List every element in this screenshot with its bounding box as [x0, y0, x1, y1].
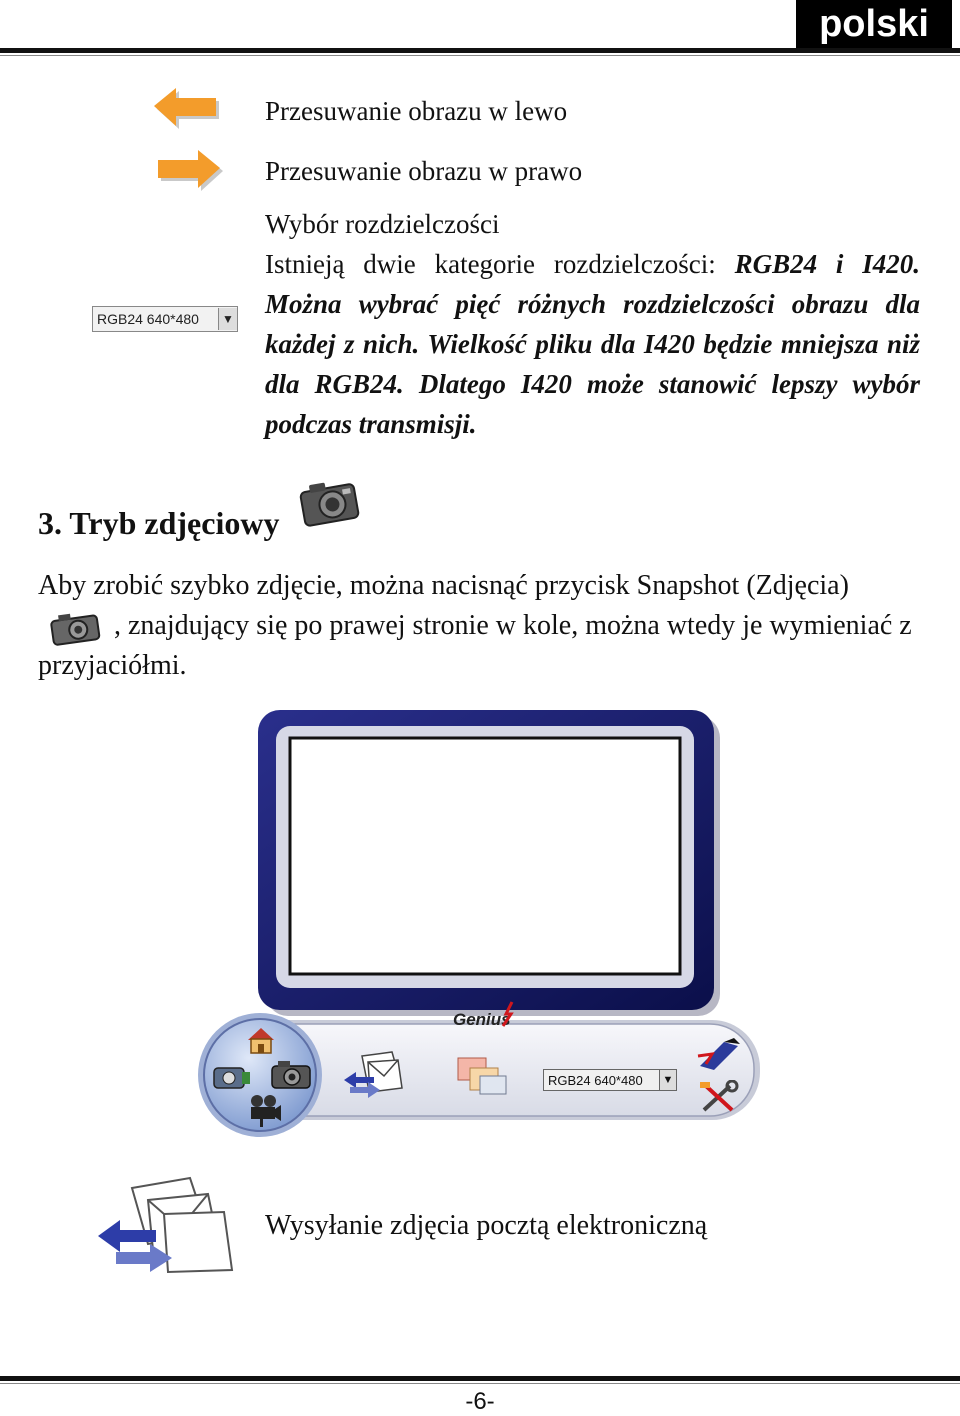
resolution-title: Wybór rozdzielczości	[265, 209, 500, 239]
settings-tools-icon[interactable]	[698, 1080, 742, 1116]
resolution-line5: podczas transmisji.	[265, 409, 477, 439]
move-right-label: Przesuwanie obrazu w prawo	[265, 156, 583, 186]
app-resolution-select-value: RGB24 640*480	[548, 1072, 643, 1088]
page-number: -6-	[465, 1388, 495, 1415]
bottom-rule	[0, 1376, 960, 1381]
video-camera-icon[interactable]	[246, 1092, 282, 1128]
house-icon[interactable]	[244, 1024, 278, 1056]
para-part1: Aby zrobić szybko zdjęcie, można nacisnąć przycisk Snapshot (Zdjęcia)	[38, 570, 849, 601]
email-label: Wysyłanie zdjęcia pocztą elektroniczną	[265, 1210, 708, 1241]
resolution-line1-italic: RGB24 i I420.	[734, 249, 921, 279]
app-resolution-select[interactable]	[543, 1069, 677, 1091]
resolution-line2: Można wybrać pięć różnych rozdzielczości obrazu dla	[265, 289, 920, 319]
effects-icon[interactable]	[694, 1036, 744, 1076]
chevron-down-icon[interactable]: ▼	[659, 1070, 676, 1090]
resolution-line3: każdej z nich. Wielkość pliku dla I420 będzie mniejsza niż	[265, 329, 920, 359]
resolution-select-value: RGB24 640*480	[97, 311, 199, 327]
bottom-rule-thin	[0, 1383, 960, 1384]
webcam-icon[interactable]	[210, 1060, 254, 1094]
resolution-line1-text: Istnieją dwie kategorie rozdzielczości:	[265, 249, 716, 279]
language-tab: polski	[796, 0, 952, 48]
section-heading: 3. Tryb zdjęciowy	[38, 505, 280, 541]
snapshot-mode-camera-icon[interactable]	[268, 1058, 314, 1092]
move-left-label: Przesuwanie obrazu w lewo	[265, 96, 568, 126]
email-send-icon[interactable]	[340, 1050, 412, 1100]
chevron-down-icon[interactable]: ▼	[218, 308, 237, 330]
frames-icon[interactable]	[456, 1054, 510, 1098]
resolution-line4: dla RGB24. Dlatego I420 może stanowić lepszy wybór	[265, 369, 920, 399]
email-icon	[92, 1174, 242, 1278]
para-part2: , znajdujący się po prawej stronie w kole, można wtedy je wymieniać z przyjaciółmi.	[38, 610, 912, 681]
brand-logo: Genius	[453, 1010, 511, 1029]
brand-swoosh-icon	[498, 1000, 518, 1028]
